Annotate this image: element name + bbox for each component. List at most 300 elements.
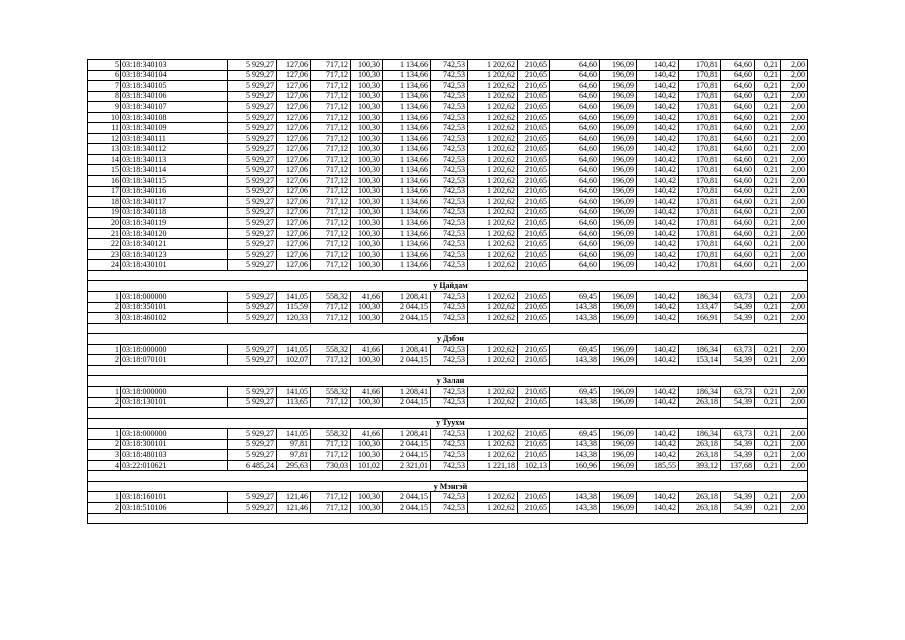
value-cell: 2 044,15 bbox=[383, 439, 431, 450]
value-cell: 717,12 bbox=[311, 313, 351, 324]
value-cell: 140,42 bbox=[637, 239, 679, 250]
value-cell: 210,65 bbox=[518, 154, 550, 165]
value-cell: 1 202,62 bbox=[468, 492, 518, 503]
value-cell: 1 134,66 bbox=[383, 186, 431, 197]
spacer-row bbox=[88, 270, 808, 281]
value-cell: 2 044,15 bbox=[383, 355, 431, 366]
value-cell: 196,09 bbox=[600, 344, 637, 355]
value-cell: 1 202,62 bbox=[468, 228, 518, 239]
value-cell: 64,60 bbox=[550, 186, 600, 197]
code-cell: 03:18:340103 bbox=[121, 60, 228, 71]
value-cell: 100,30 bbox=[351, 239, 383, 250]
value-cell: 100,30 bbox=[351, 502, 383, 513]
value-cell: 196,09 bbox=[600, 154, 637, 165]
table-row bbox=[88, 218, 808, 229]
value-cell: 1 208,41 bbox=[383, 344, 431, 355]
section-spacer bbox=[88, 334, 121, 345]
table-row bbox=[88, 70, 808, 81]
spacer-cell bbox=[277, 513, 311, 524]
value-cell: 5 929,27 bbox=[228, 186, 277, 197]
value-cell: 1 202,62 bbox=[468, 165, 518, 176]
value-cell: 1 134,66 bbox=[383, 260, 431, 271]
value-cell: 0,21 bbox=[755, 218, 781, 229]
table-row bbox=[88, 239, 808, 250]
value-cell: 2,00 bbox=[781, 260, 808, 271]
row-number-cell: 1 bbox=[88, 492, 121, 503]
value-cell: 100,30 bbox=[351, 260, 383, 271]
spacer-cell bbox=[781, 270, 808, 281]
spacer-cell bbox=[351, 513, 383, 524]
row-number-cell: 1 bbox=[88, 386, 121, 397]
value-cell: 100,30 bbox=[351, 176, 383, 187]
spacer-cell bbox=[755, 365, 781, 376]
value-cell: 64,60 bbox=[550, 154, 600, 165]
value-cell: 263,18 bbox=[679, 450, 721, 461]
value-cell: 0,21 bbox=[755, 260, 781, 271]
value-cell: 742,53 bbox=[431, 439, 468, 450]
value-cell: 140,42 bbox=[637, 197, 679, 208]
value-cell: 717,12 bbox=[311, 154, 351, 165]
spacer-cell bbox=[550, 471, 600, 482]
value-cell: 2,00 bbox=[781, 197, 808, 208]
section-spacer bbox=[781, 418, 808, 429]
table-row bbox=[88, 450, 808, 461]
code-cell: 03:18:340108 bbox=[121, 112, 228, 123]
spacer-cell bbox=[228, 471, 277, 482]
value-cell: 170,81 bbox=[679, 102, 721, 113]
row-number-cell: 2 bbox=[88, 302, 121, 313]
value-cell: 5 929,27 bbox=[228, 439, 277, 450]
section-title: у Мэнгэй bbox=[121, 481, 781, 492]
spacer-cell bbox=[600, 365, 637, 376]
value-cell: 1 134,66 bbox=[383, 165, 431, 176]
value-cell: 263,18 bbox=[679, 492, 721, 503]
value-cell: 196,09 bbox=[600, 502, 637, 513]
value-cell: 140,42 bbox=[637, 313, 679, 324]
value-cell: 717,12 bbox=[311, 355, 351, 366]
value-cell: 100,30 bbox=[351, 397, 383, 408]
table-row bbox=[88, 386, 808, 397]
table-row bbox=[88, 460, 808, 471]
row-number-cell: 3 bbox=[88, 450, 121, 461]
value-cell: 1 134,66 bbox=[383, 60, 431, 71]
value-cell: 210,65 bbox=[518, 302, 550, 313]
value-cell: 196,09 bbox=[600, 60, 637, 71]
value-cell: 121,46 bbox=[277, 492, 311, 503]
row-number-cell: 20 bbox=[88, 218, 121, 229]
value-cell: 140,42 bbox=[637, 260, 679, 271]
value-cell: 6 485,24 bbox=[228, 460, 277, 471]
row-number-cell: 18 bbox=[88, 197, 121, 208]
value-cell: 64,60 bbox=[550, 218, 600, 229]
row-number-cell: 2 bbox=[88, 355, 121, 366]
spacer-cell bbox=[550, 408, 600, 419]
row-number-cell: 13 bbox=[88, 144, 121, 155]
value-cell: 210,65 bbox=[518, 344, 550, 355]
value-cell: 717,12 bbox=[311, 144, 351, 155]
value-cell: 196,09 bbox=[600, 176, 637, 187]
value-cell: 100,30 bbox=[351, 144, 383, 155]
value-cell: 140,42 bbox=[637, 218, 679, 229]
value-cell: 717,12 bbox=[311, 91, 351, 102]
value-cell: 1 134,66 bbox=[383, 70, 431, 81]
spacer-cell bbox=[600, 323, 637, 334]
value-cell: 5 929,27 bbox=[228, 386, 277, 397]
value-cell: 141,05 bbox=[277, 429, 311, 440]
value-cell: 5 929,27 bbox=[228, 429, 277, 440]
value-cell: 742,53 bbox=[431, 102, 468, 113]
value-cell: 0,21 bbox=[755, 429, 781, 440]
value-cell: 0,21 bbox=[755, 197, 781, 208]
spacer-cell bbox=[431, 323, 468, 334]
value-cell: 210,65 bbox=[518, 144, 550, 155]
table-row bbox=[88, 313, 808, 324]
value-cell: 210,65 bbox=[518, 102, 550, 113]
section-spacer bbox=[88, 418, 121, 429]
value-cell: 558,32 bbox=[311, 292, 351, 303]
value-cell: 742,53 bbox=[431, 502, 468, 513]
spacer-cell bbox=[755, 513, 781, 524]
value-cell: 0,21 bbox=[755, 186, 781, 197]
section-title: у Залан bbox=[121, 376, 781, 387]
value-cell: 0,21 bbox=[755, 450, 781, 461]
spacer-cell bbox=[781, 471, 808, 482]
spacer-cell bbox=[468, 365, 518, 376]
code-cell: 03:18:340113 bbox=[121, 154, 228, 165]
spacer-row bbox=[88, 513, 808, 524]
value-cell: 210,65 bbox=[518, 429, 550, 440]
value-cell: 64,60 bbox=[721, 102, 755, 113]
value-cell: 210,65 bbox=[518, 91, 550, 102]
value-cell: 717,12 bbox=[311, 186, 351, 197]
value-cell: 127,06 bbox=[277, 260, 311, 271]
table-row bbox=[88, 292, 808, 303]
value-cell: 1 202,62 bbox=[468, 91, 518, 102]
section-spacer bbox=[88, 281, 121, 292]
value-cell: 64,60 bbox=[721, 70, 755, 81]
value-cell: 170,81 bbox=[679, 165, 721, 176]
value-cell: 1 208,41 bbox=[383, 429, 431, 440]
spacer-cell bbox=[679, 408, 721, 419]
value-cell: 100,30 bbox=[351, 133, 383, 144]
spacer-cell bbox=[383, 471, 431, 482]
value-cell: 2 044,15 bbox=[383, 397, 431, 408]
value-cell: 210,65 bbox=[518, 502, 550, 513]
spacer-cell bbox=[277, 270, 311, 281]
value-cell: 196,09 bbox=[600, 450, 637, 461]
value-cell: 140,42 bbox=[637, 249, 679, 260]
value-cell: 0,21 bbox=[755, 102, 781, 113]
value-cell: 2,00 bbox=[781, 344, 808, 355]
value-cell: 127,06 bbox=[277, 176, 311, 187]
value-cell: 2,00 bbox=[781, 123, 808, 134]
value-cell: 64,60 bbox=[721, 123, 755, 134]
value-cell: 196,09 bbox=[600, 144, 637, 155]
value-cell: 170,81 bbox=[679, 60, 721, 71]
value-cell: 742,53 bbox=[431, 313, 468, 324]
value-cell: 185,55 bbox=[637, 460, 679, 471]
value-cell: 100,30 bbox=[351, 313, 383, 324]
value-cell: 210,65 bbox=[518, 165, 550, 176]
value-cell: 196,09 bbox=[600, 249, 637, 260]
spacer-cell bbox=[88, 513, 121, 524]
value-cell: 0,21 bbox=[755, 313, 781, 324]
value-cell: 64,60 bbox=[721, 91, 755, 102]
value-cell: 64,60 bbox=[721, 176, 755, 187]
value-cell: 69,45 bbox=[550, 386, 600, 397]
code-cell: 03:18:000000 bbox=[121, 429, 228, 440]
value-cell: 742,53 bbox=[431, 218, 468, 229]
row-number-cell: 2 bbox=[88, 397, 121, 408]
value-cell: 196,09 bbox=[600, 218, 637, 229]
value-cell: 170,81 bbox=[679, 176, 721, 187]
value-cell: 0,21 bbox=[755, 397, 781, 408]
value-cell: 64,60 bbox=[550, 91, 600, 102]
value-cell: 170,81 bbox=[679, 249, 721, 260]
value-cell: 2,00 bbox=[781, 397, 808, 408]
spacer-cell bbox=[468, 323, 518, 334]
value-cell: 100,30 bbox=[351, 165, 383, 176]
value-cell: 0,21 bbox=[755, 144, 781, 155]
value-cell: 717,12 bbox=[311, 218, 351, 229]
value-cell: 64,60 bbox=[721, 112, 755, 123]
table-row bbox=[88, 355, 808, 366]
value-cell: 100,30 bbox=[351, 302, 383, 313]
value-cell: 1 202,62 bbox=[468, 502, 518, 513]
value-cell: 2,00 bbox=[781, 502, 808, 513]
row-number-cell: 14 bbox=[88, 154, 121, 165]
spacer-row bbox=[88, 365, 808, 376]
code-cell: 03:18:510106 bbox=[121, 502, 228, 513]
value-cell: 742,53 bbox=[431, 239, 468, 250]
value-cell: 5 929,27 bbox=[228, 344, 277, 355]
value-cell: 196,09 bbox=[600, 123, 637, 134]
spacer-cell bbox=[431, 471, 468, 482]
spacer-cell bbox=[600, 270, 637, 281]
value-cell: 127,06 bbox=[277, 186, 311, 197]
value-cell: 210,65 bbox=[518, 123, 550, 134]
value-cell: 196,09 bbox=[600, 70, 637, 81]
value-cell: 1 202,62 bbox=[468, 102, 518, 113]
value-cell: 0,21 bbox=[755, 228, 781, 239]
value-cell: 1 208,41 bbox=[383, 292, 431, 303]
table-row bbox=[88, 439, 808, 450]
value-cell: 1 134,66 bbox=[383, 239, 431, 250]
value-cell: 5 929,27 bbox=[228, 144, 277, 155]
value-cell: 64,60 bbox=[550, 123, 600, 134]
value-cell: 64,60 bbox=[550, 60, 600, 71]
table-row bbox=[88, 197, 808, 208]
value-cell: 1 134,66 bbox=[383, 197, 431, 208]
spacer-cell bbox=[600, 471, 637, 482]
spacer-cell bbox=[431, 270, 468, 281]
value-cell: 717,12 bbox=[311, 249, 351, 260]
value-cell: 5 929,27 bbox=[228, 91, 277, 102]
value-cell: 1 202,62 bbox=[468, 239, 518, 250]
value-cell: 64,60 bbox=[721, 144, 755, 155]
value-cell: 64,60 bbox=[721, 228, 755, 239]
code-cell: 03:18:340106 bbox=[121, 91, 228, 102]
spacer-cell bbox=[755, 408, 781, 419]
spacer-cell bbox=[637, 513, 679, 524]
value-cell: 100,30 bbox=[351, 207, 383, 218]
table-row bbox=[88, 176, 808, 187]
value-cell: 742,53 bbox=[431, 292, 468, 303]
value-cell: 127,06 bbox=[277, 133, 311, 144]
value-cell: 140,42 bbox=[637, 70, 679, 81]
value-cell: 0,21 bbox=[755, 502, 781, 513]
value-cell: 5 929,27 bbox=[228, 450, 277, 461]
spacer-cell bbox=[228, 365, 277, 376]
value-cell: 196,09 bbox=[600, 313, 637, 324]
value-cell: 1 202,62 bbox=[468, 450, 518, 461]
value-cell: 210,65 bbox=[518, 133, 550, 144]
value-cell: 1 202,62 bbox=[468, 60, 518, 71]
value-cell: 63,73 bbox=[721, 292, 755, 303]
value-cell: 1 202,62 bbox=[468, 429, 518, 440]
value-cell: 196,09 bbox=[600, 492, 637, 503]
value-cell: 1 208,41 bbox=[383, 386, 431, 397]
value-cell: 196,09 bbox=[600, 91, 637, 102]
value-cell: 143,38 bbox=[550, 492, 600, 503]
value-cell: 54,39 bbox=[721, 302, 755, 313]
value-cell: 100,30 bbox=[351, 102, 383, 113]
value-cell: 0,21 bbox=[755, 249, 781, 260]
row-number-cell: 1 bbox=[88, 344, 121, 355]
value-cell: 263,18 bbox=[679, 439, 721, 450]
value-cell: 143,38 bbox=[550, 502, 600, 513]
section-spacer bbox=[88, 376, 121, 387]
value-cell: 2 044,15 bbox=[383, 492, 431, 503]
value-cell: 140,42 bbox=[637, 154, 679, 165]
value-cell: 210,65 bbox=[518, 197, 550, 208]
value-cell: 5 929,27 bbox=[228, 355, 277, 366]
code-cell: 03:22:010621 bbox=[121, 460, 228, 471]
spacer-cell bbox=[781, 323, 808, 334]
value-cell: 64,60 bbox=[721, 260, 755, 271]
value-cell: 143,38 bbox=[550, 450, 600, 461]
value-cell: 2,00 bbox=[781, 218, 808, 229]
section-title: у Туухм bbox=[121, 418, 781, 429]
value-cell: 210,65 bbox=[518, 450, 550, 461]
value-cell: 210,65 bbox=[518, 439, 550, 450]
section-spacer bbox=[781, 281, 808, 292]
value-cell: 137,68 bbox=[721, 460, 755, 471]
value-cell: 742,53 bbox=[431, 397, 468, 408]
code-cell: 03:18:300101 bbox=[121, 439, 228, 450]
code-cell: 03:18:000000 bbox=[121, 386, 228, 397]
value-cell: 1 134,66 bbox=[383, 207, 431, 218]
value-cell: 143,38 bbox=[550, 439, 600, 450]
value-cell: 127,06 bbox=[277, 207, 311, 218]
value-cell: 64,60 bbox=[550, 81, 600, 92]
value-cell: 5 929,27 bbox=[228, 112, 277, 123]
value-cell: 141,05 bbox=[277, 344, 311, 355]
table-row bbox=[88, 165, 808, 176]
value-cell: 64,60 bbox=[550, 144, 600, 155]
value-cell: 210,65 bbox=[518, 207, 550, 218]
value-cell: 140,42 bbox=[637, 492, 679, 503]
value-cell: 2,00 bbox=[781, 355, 808, 366]
spacer-cell bbox=[679, 365, 721, 376]
spacer-cell bbox=[228, 323, 277, 334]
value-cell: 1 134,66 bbox=[383, 123, 431, 134]
table-row bbox=[88, 302, 808, 313]
value-cell: 1 202,62 bbox=[468, 133, 518, 144]
value-cell: 170,81 bbox=[679, 239, 721, 250]
value-cell: 2,00 bbox=[781, 112, 808, 123]
value-cell: 69,45 bbox=[550, 344, 600, 355]
value-cell: 5 929,27 bbox=[228, 81, 277, 92]
value-cell: 100,30 bbox=[351, 123, 383, 134]
value-cell: 2 044,15 bbox=[383, 302, 431, 313]
spacer-cell bbox=[88, 270, 121, 281]
code-cell: 03:18:000000 bbox=[121, 292, 228, 303]
value-cell: 140,42 bbox=[637, 165, 679, 176]
spacer-cell bbox=[781, 513, 808, 524]
value-cell: 64,60 bbox=[721, 186, 755, 197]
value-cell: 100,30 bbox=[351, 154, 383, 165]
value-cell: 742,53 bbox=[431, 386, 468, 397]
spacer-cell bbox=[518, 408, 550, 419]
value-cell: 196,09 bbox=[600, 228, 637, 239]
value-cell: 140,42 bbox=[637, 397, 679, 408]
value-cell: 1 202,62 bbox=[468, 70, 518, 81]
value-cell: 141,05 bbox=[277, 386, 311, 397]
value-cell: 64,60 bbox=[550, 133, 600, 144]
spacer-cell bbox=[518, 365, 550, 376]
code-cell: 03:18:340104 bbox=[121, 70, 228, 81]
value-cell: 0,21 bbox=[755, 165, 781, 176]
table-body bbox=[88, 60, 808, 524]
value-cell: 64,60 bbox=[721, 218, 755, 229]
value-cell: 170,81 bbox=[679, 133, 721, 144]
spacer-cell bbox=[383, 513, 431, 524]
value-cell: 41,66 bbox=[351, 292, 383, 303]
value-cell: 0,21 bbox=[755, 292, 781, 303]
code-cell: 03:18:340116 bbox=[121, 186, 228, 197]
value-cell: 41,66 bbox=[351, 429, 383, 440]
spacer-cell bbox=[121, 365, 228, 376]
value-cell: 2,00 bbox=[781, 492, 808, 503]
value-cell: 742,53 bbox=[431, 60, 468, 71]
table-row bbox=[88, 112, 808, 123]
value-cell: 140,42 bbox=[637, 102, 679, 113]
section-title: у Дэбэн bbox=[121, 334, 781, 345]
value-cell: 143,38 bbox=[550, 302, 600, 313]
table-row bbox=[88, 123, 808, 134]
code-cell: 03:18:340112 bbox=[121, 144, 228, 155]
value-cell: 140,42 bbox=[637, 207, 679, 218]
row-number-cell: 8 bbox=[88, 91, 121, 102]
value-cell: 102,13 bbox=[518, 460, 550, 471]
spacer-cell bbox=[351, 471, 383, 482]
value-cell: 1 202,62 bbox=[468, 154, 518, 165]
value-cell: 115,59 bbox=[277, 302, 311, 313]
row-number-cell: 16 bbox=[88, 176, 121, 187]
value-cell: 1 134,66 bbox=[383, 228, 431, 239]
spacer-row bbox=[88, 471, 808, 482]
value-cell: 1 202,62 bbox=[468, 313, 518, 324]
value-cell: 2,00 bbox=[781, 386, 808, 397]
value-cell: 210,65 bbox=[518, 386, 550, 397]
value-cell: 170,81 bbox=[679, 112, 721, 123]
spacer-cell bbox=[721, 323, 755, 334]
value-cell: 97,81 bbox=[277, 450, 311, 461]
value-cell: 127,06 bbox=[277, 102, 311, 113]
spacer-cell bbox=[550, 365, 600, 376]
value-cell: 1 134,66 bbox=[383, 249, 431, 260]
